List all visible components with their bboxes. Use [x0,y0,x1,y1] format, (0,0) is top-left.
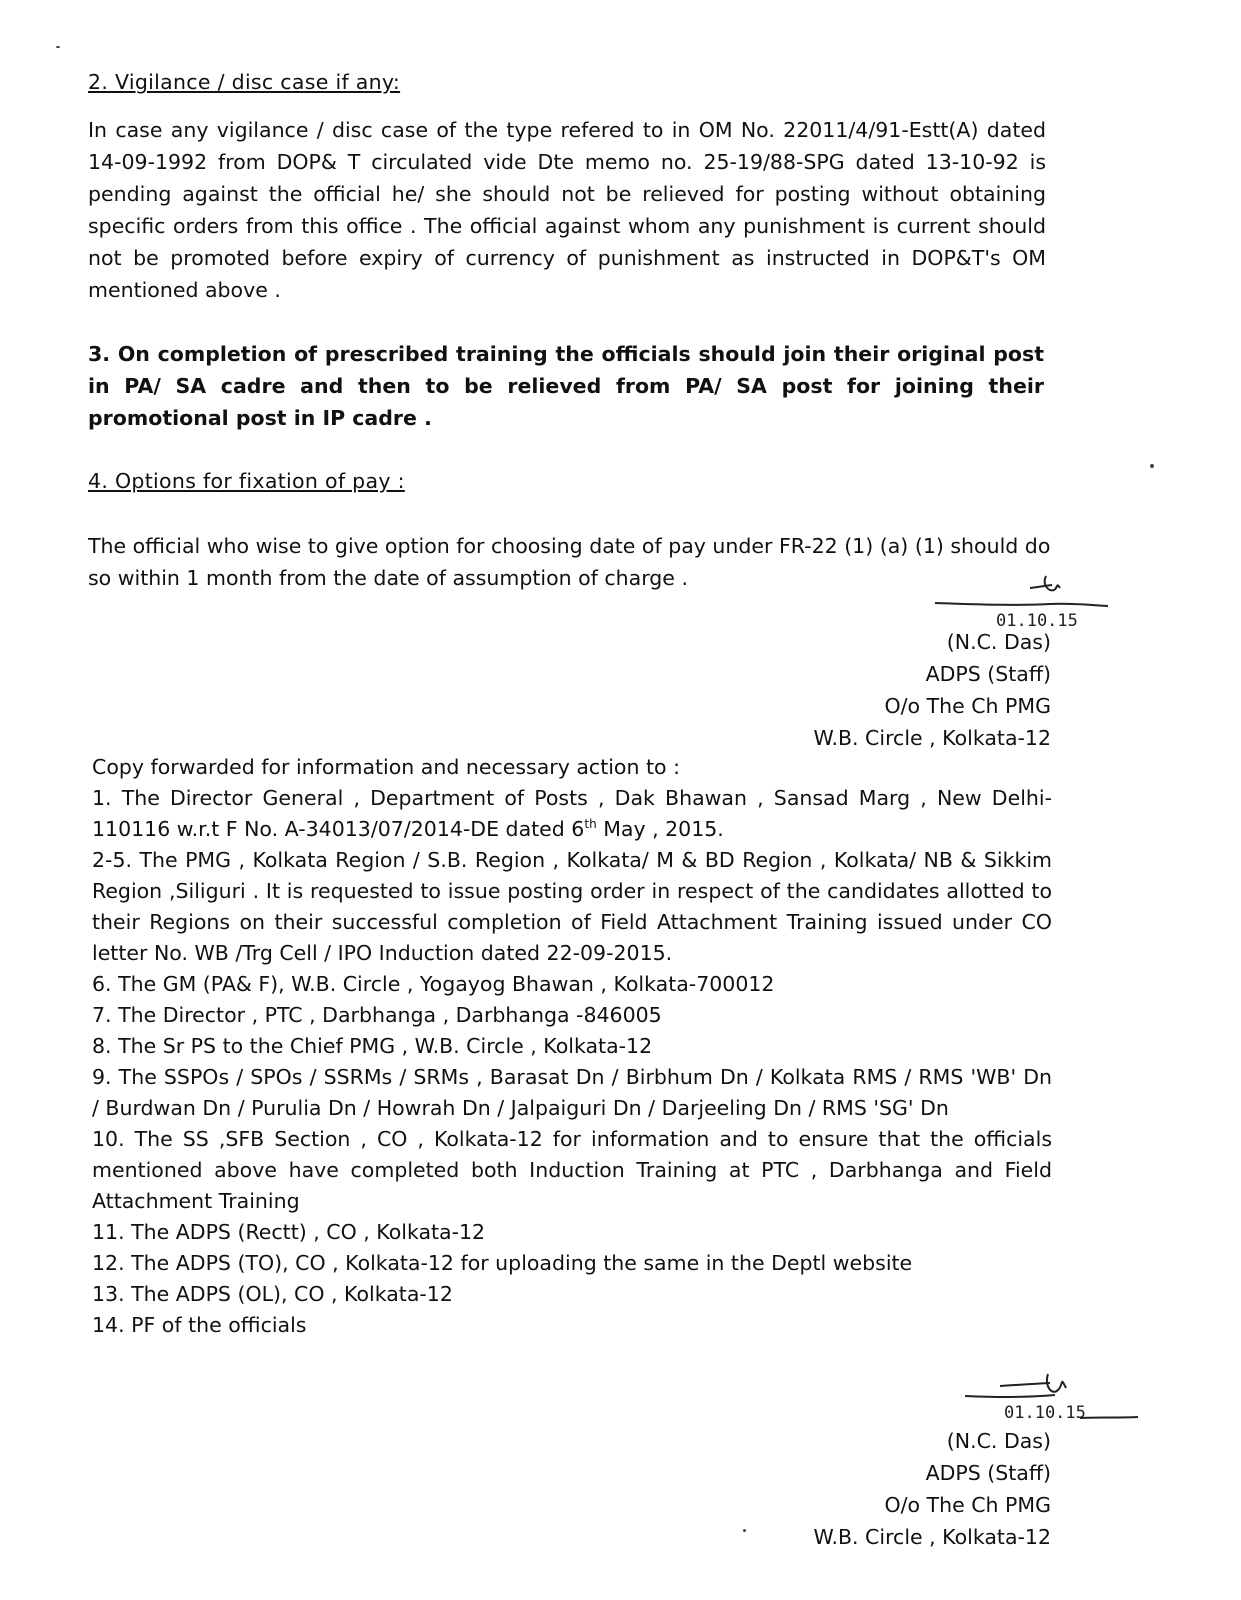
signature-1-date: 01.10.15 [996,611,1078,630]
handwritten-signature-2 [960,1368,1145,1430]
signatory-designation: ADPS (Staff) [925,662,1051,686]
list-item: 6. The GM (PA& F), W.B. Circle , Yogayog Bhawan , Kolkata-700012 [92,972,775,996]
signatory-address: W.B. Circle , Kolkata-12 [813,726,1051,750]
list-item: 7. The Director , PTC , Darbhanga , Darbhanga -846005 [92,1003,662,1027]
scan-speck [743,1529,746,1532]
list-item: 12. The ADPS (TO), CO , Kolkata-12 for uploading the same in the Deptl website [92,1251,913,1275]
section-2-body: In case any vigilance / disc case of the type refered to in OM No. 22011/4/91-Estt(A) dated 14-09-1992 from DOP& T circulated vide Dte memo no. 25-19/88-SPG dated 13-10-92 is pending against the official he/ she should not be relieved for posting without obtaining specific orders from this office . The official against whom any punishment is current should not be promoted before expiry of currency of punishment as instructed in DOP&T's OM mentioned above . [88,118,1046,302]
list-item: 13. The ADPS (OL), CO , Kolkata-12 [92,1282,453,1306]
handwritten-signature-1 [930,570,1115,630]
list-item: 8. The Sr PS to the Chief PMG , W.B. Circle , Kolkata-12 [92,1034,653,1058]
list-item: 10. The SS ,SFB Section , CO , Kolkata-12 for information and to ensure that the officials mentioned above have completed both Induction Training at PTC , Darbhanga and Field Attachment Training [92,1127,1052,1213]
signatory-name: (N.C. Das) [946,1429,1051,1453]
copy-intro: Copy forwarded for information and necessary action to : [92,755,680,779]
list-item: 2-5. The PMG , Kolkata Region / S.B. Region , Kolkata/ M & BD Region , Kolkata/ NB & Sikkim Region ,Siliguri . It is requested to issue posting order in respect of the candidates allotted to their Regions on their successful completion of Field Attachment Training issued under CO letter No. WB /Trg Cell / IPO Induction dated 22-09-2015. [92,848,1052,965]
section-4-heading: 4. Options for fixation of pay : [88,469,405,493]
signature-block-1 [814,626,1051,754]
signatory-office: O/o The Ch PMG [884,1493,1051,1517]
section-3-body: 3. On completion of prescribed training the officials should join their original post in PA/ SA cadre and then to be relieved from PA/ SA post for joining their promotional post in IP cadre . [88,342,1044,430]
list-item: 14. PF of the officials [92,1313,307,1337]
list-item: 9. The SSPOs / SPOs / SSRMs / SRMs , Barasat Dn / Birbhum Dn / Kolkata RMS / RMS 'WB' Dn / Burdwan Dn / Purulia Dn / Howrah Dn / Jalpaiguri Dn / Darjeeling Dn / RMS 'SG' Dn [92,1065,1052,1120]
signatory-address: W.B. Circle , Kolkata-12 [813,1525,1051,1549]
scan-speck [56,46,60,48]
section-4-body: The official who wise to give option for choosing date of pay under FR-22 (1) (a) (1) should do so within 1 month from the date of assumption of charge . [88,534,1051,590]
section-2-heading: 2. Vigilance / disc case if any: [88,70,401,94]
list-item: 1. The Director General , Department of Posts , Dak Bhawan , Sansad Marg , New Delhi-110116 w.r.t F No. A-34013/07/2014-DE dated 6th May , 2015. [92,786,1052,841]
list-item: 11. The ADPS (Rectt) , CO , Kolkata-12 [92,1220,486,1244]
signature-block-2 [814,1425,1051,1553]
signatory-designation: ADPS (Staff) [925,1461,1051,1485]
signature-2-date: 01.10.15 [1004,1403,1086,1423]
signatory-office: O/o The Ch PMG [884,694,1051,718]
signatory-name: (N.C. Das) [946,630,1051,654]
copy-forwarded-list [92,752,1052,1341]
scan-speck [1150,464,1154,468]
